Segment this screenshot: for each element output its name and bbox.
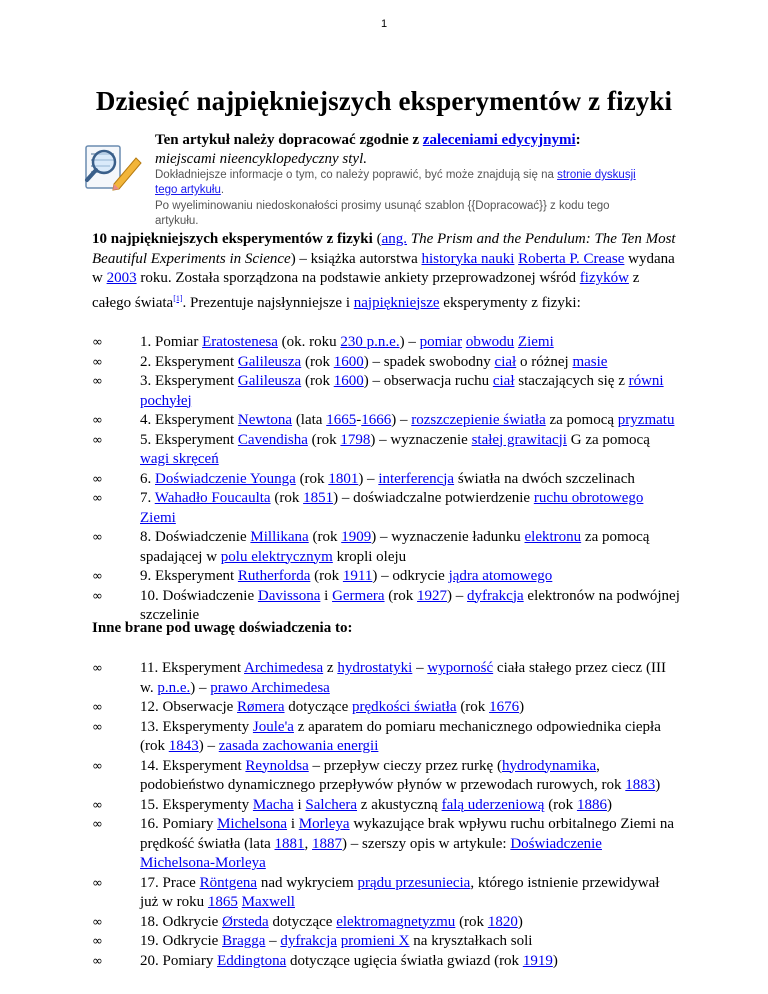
item-text: 20. Pomiary <box>140 952 218 969</box>
notice-heading-colon: : <box>575 132 581 148</box>
article-link[interactable]: Archimedesa <box>244 660 324 676</box>
intro-text: wydana w <box>92 250 675 286</box>
item-text: 8. Doświadczenie <box>140 529 251 545</box>
article-link[interactable]: Cavendisha <box>237 431 308 448</box>
article-link[interactable]: 1887 <box>312 835 343 852</box>
item-text: ) – wyznaczenie ładunku <box>371 529 525 545</box>
article-link[interactable]: falą uderzeniową <box>441 796 545 813</box>
item-text: (rok <box>307 431 341 448</box>
article-link[interactable]: Newtona <box>237 412 293 428</box>
link-ang[interactable]: ang. <box>381 231 407 247</box>
item-text: (rok <box>310 568 343 584</box>
list-item <box>0 470 680 490</box>
item-text: ) <box>552 952 558 969</box>
article-link[interactable]: 1919 <box>522 952 553 969</box>
article-link[interactable]: Bragga <box>222 933 266 949</box>
list-item <box>0 796 680 816</box>
item-text: dotyczące <box>284 699 352 715</box>
article-link[interactable]: Macha <box>252 796 294 813</box>
bullet-icon: ∞ <box>92 719 103 735</box>
item-text: – <box>265 933 281 949</box>
item-text: (rok <box>456 699 490 715</box>
item-text: G za pomocą <box>566 431 650 448</box>
item-text: , podobieństwo dynamicznego przepływów płynów w przewodach rurowych, rok <box>140 757 626 793</box>
article-link[interactable]: Doświadczenie Younga <box>155 470 296 487</box>
article-link[interactable]: 1883 <box>625 777 656 793</box>
edit-document-icon <box>80 140 144 192</box>
article-link[interactable]: Wahadło Foucaulta <box>154 490 271 506</box>
article-link[interactable]: ciał <box>494 353 517 370</box>
article-link[interactable]: pryzmatu <box>617 412 675 428</box>
item-text: wykazujące brak wpływu ruchu orbitalnego Ziemi na prędkość światła (lata <box>140 816 675 852</box>
item-text: (rok <box>544 796 577 813</box>
article-link[interactable]: dyfrakcja <box>280 933 338 949</box>
intro-original-title: The Prism and the Pendulum: The Ten Most Beautiful Experiments in Science <box>92 231 676 267</box>
article-link[interactable]: 1886 <box>576 796 607 813</box>
item-text: 15. Eksperymenty <box>140 796 253 813</box>
bullet-icon: ∞ <box>92 953 103 969</box>
article-link[interactable]: wagi skręceń <box>140 451 219 467</box>
bullet-icon: ∞ <box>92 432 103 448</box>
list-item <box>0 913 680 933</box>
item-text: ) <box>517 913 523 930</box>
article-link[interactable]: wyporność <box>427 660 494 676</box>
article-link[interactable]: Eratostenesa <box>202 334 278 350</box>
article-link[interactable]: 1820 <box>487 913 518 930</box>
article-link[interactable]: polu elektrycznym <box>220 548 333 565</box>
item-text: – <box>412 660 428 676</box>
article-link[interactable]: Ørsteda <box>222 913 269 930</box>
bullet-icon: ∞ <box>92 875 103 891</box>
item-text: 3. Eksperyment <box>140 373 238 389</box>
item-text: kropli oleju <box>332 548 407 565</box>
item-text: (ok. roku <box>277 334 341 350</box>
article-link[interactable]: zasada zachowania energii <box>218 738 379 754</box>
article-link[interactable]: 1851 <box>303 490 334 506</box>
list-item <box>0 952 680 972</box>
article-link[interactable]: 1666 <box>361 412 392 428</box>
article-link[interactable]: 1927 <box>417 587 448 604</box>
section-heading: Inne brane pod uwagę doświadczenia to: <box>92 620 353 636</box>
item-text: ) <box>655 777 661 793</box>
item-text: i <box>293 796 306 813</box>
item-text: 2. Eksperyment <box>140 353 238 370</box>
item-text: 16. Pomiary <box>140 816 218 832</box>
item-text: (rok <box>295 470 329 487</box>
item-text: 9. Eksperyment <box>140 568 238 584</box>
notice-reason: miejscami nieencyklopedyczny styl. <box>155 151 367 167</box>
item-text: ) – szerszy opis w artykule: <box>342 835 511 852</box>
intro-text: ) – książka autorstwa <box>290 250 422 267</box>
list-item <box>0 431 680 470</box>
item-text: ) – spadek swobodny <box>363 353 495 370</box>
article-link[interactable]: ruchu obrotowego Ziemi <box>140 490 644 526</box>
item-text: dotyczące <box>268 913 337 930</box>
item-text: , <box>304 835 313 852</box>
item-text: za pomocą spadającej w <box>140 529 650 565</box>
item-text: z <box>323 660 338 676</box>
article-link[interactable]: interferencja <box>378 470 455 487</box>
intro-text: eksperymenty z fizyki: <box>439 294 581 311</box>
item-text: (rok <box>308 529 342 545</box>
intro-bold-term: 10 najpiękniejszych eksperymentów z fizyki <box>92 231 373 247</box>
bullet-icon: ∞ <box>92 817 103 832</box>
article-link[interactable]: Ziemi <box>517 334 554 350</box>
article-link[interactable]: 1600 <box>333 373 364 389</box>
intro-text: ( <box>372 231 382 247</box>
notice-details <box>155 168 640 198</box>
article-link[interactable]: Davissona <box>257 587 321 604</box>
bullet-icon: ∞ <box>92 914 103 930</box>
bullet-icon: ∞ <box>92 588 103 604</box>
notice-heading <box>155 131 640 150</box>
bullet-icon: ∞ <box>92 934 103 949</box>
notice-details-dot: . <box>220 184 225 196</box>
list-item <box>0 333 680 353</box>
list-item <box>0 698 680 718</box>
article-link[interactable]: stałej grawitacji <box>471 431 567 448</box>
item-text: ) – <box>190 679 211 696</box>
bullet-icon: ∞ <box>92 471 103 487</box>
article-link[interactable]: 1911 <box>342 568 373 584</box>
article-link[interactable]: rozszczepienie światła <box>411 412 546 428</box>
item-text: ) <box>606 796 612 813</box>
list-item <box>0 567 680 587</box>
item-text: 19. Odkrycie <box>140 933 223 949</box>
item-text: 14. Eksperyment <box>140 757 246 774</box>
article-link[interactable]: Galileusza <box>237 373 302 389</box>
item-text: ) – <box>198 738 219 754</box>
article-link[interactable]: 1843 <box>168 738 199 754</box>
article-link[interactable]: ciał <box>492 373 515 389</box>
item-text: 6. <box>140 470 155 487</box>
footnote-link[interactable]: [1] <box>173 293 183 303</box>
article-link[interactable]: masie <box>572 353 608 370</box>
editing-guidelines-link[interactable]: zaleceniami edycyjnymi <box>422 132 576 148</box>
item-text: 4. Eksperyment <box>140 412 238 428</box>
item-text: ) – doświadczalne potwierdzenie <box>333 490 534 506</box>
article-link[interactable]: 1881 <box>274 835 305 852</box>
item-text: ) – <box>358 470 379 487</box>
item-text: 1. Pomiar <box>140 334 203 350</box>
item-text: i <box>320 587 333 604</box>
item-text: ) <box>519 699 525 715</box>
item-text: z akustyczną <box>357 796 442 813</box>
article-link[interactable]: Millikana <box>250 529 309 545</box>
item-text: ) – <box>399 334 420 350</box>
article-link[interactable]: Reynoldsa <box>245 757 309 774</box>
bullet-icon: ∞ <box>92 758 103 774</box>
item-text: o różnej <box>516 353 573 370</box>
bullet-icon: ∞ <box>92 354 103 370</box>
article-link[interactable]: prawo Archimedesa <box>210 679 330 696</box>
item-text: z aparatem do pomiaru mechanicznego odpowiednika ciepła (rok <box>140 718 661 754</box>
item-text: 17. Prace <box>140 874 200 891</box>
article-link[interactable]: Doświadczenie Michelsona-Morleya <box>140 835 602 871</box>
item-text: światła na dwóch szczelinach <box>454 470 635 487</box>
bullet-icon: ∞ <box>92 661 103 676</box>
link-fizykow[interactable]: fizyków <box>579 270 629 286</box>
item-text: (rok <box>455 913 488 930</box>
article-link[interactable]: hydrodynamika <box>501 757 597 774</box>
page-number: 1 <box>380 18 388 30</box>
article-link[interactable]: prądu przesuniecia <box>357 874 471 891</box>
item-text: , którego istnienie przewidywał już w roku <box>140 874 660 910</box>
list-item <box>0 815 680 874</box>
article-link[interactable]: elektronu <box>524 529 582 545</box>
item-text: ) – obserwacja ruchu <box>363 373 493 389</box>
item-text: i <box>287 816 299 832</box>
notice-details-text: Dokładniejsze informacje o tym, co należy poprawić, być może znajdują się na <box>155 169 558 181</box>
bullet-icon: ∞ <box>92 335 103 350</box>
bullet-icon: ∞ <box>92 797 103 813</box>
article-link[interactable]: 1665 <box>326 412 357 428</box>
item-text: 18. Odkrycie <box>140 913 223 930</box>
item-text: staczających się z <box>514 373 629 389</box>
item-text: 11. Eksperyment <box>140 660 245 676</box>
item-text: 12. Obserwacje <box>140 699 238 715</box>
item-text: (lata <box>292 412 327 428</box>
item-text: nad wykryciem <box>257 874 358 891</box>
item-text: ) – wyznaczenie <box>370 431 472 448</box>
list-item <box>0 659 680 698</box>
item-text: – przepływ cieczy przez rurkę ( <box>308 757 502 774</box>
article-link[interactable]: prędkości światła <box>352 699 457 715</box>
article-link[interactable]: Rutherforda <box>237 568 311 584</box>
link-author[interactable]: Roberta P. Crease <box>518 250 625 267</box>
article-link[interactable]: Rømera <box>237 699 285 715</box>
item-text: 10. Doświadczenie <box>140 587 258 604</box>
item-text: (rok <box>301 353 334 370</box>
article-link[interactable]: hydrostatyki <box>337 660 413 676</box>
article-link[interactable]: 1798 <box>340 431 371 448</box>
article-link[interactable]: równi pochyłej <box>140 373 664 409</box>
article-link[interactable]: Germera <box>332 587 385 604</box>
intro-paragraph <box>92 230 682 313</box>
article-link[interactable]: 230 p.n.e. <box>340 334 400 350</box>
article-link[interactable]: 1909 <box>341 529 372 545</box>
intro-text: roku. Została sporządzona na podstawie ankiety przeprowadzonej wśród <box>136 270 580 286</box>
list-item <box>0 718 680 757</box>
link-year-2003[interactable]: 2003 <box>106 270 137 286</box>
article-link[interactable]: 1865 <box>207 894 238 910</box>
item-text: ) – <box>447 587 468 604</box>
item-text: ciała stałego przez ciecz (III w. <box>140 660 666 696</box>
item-text: 13. Eksperymenty <box>140 718 253 735</box>
notice-removal-hint: Po wyeliminowaniu niedoskonałości prosimy usunąć szablon {{Dopracować}} z kodu tego artykułu. <box>155 200 610 227</box>
list-item <box>0 353 680 373</box>
item-text: (rok <box>301 373 334 389</box>
item-text: ) – <box>391 412 412 428</box>
item-text: (rok <box>270 490 304 506</box>
list-item <box>0 528 680 567</box>
article-link[interactable]: pomiar <box>419 334 463 350</box>
list-item <box>0 874 680 913</box>
item-text: na kryształkach soli <box>409 933 533 949</box>
bullet-icon: ∞ <box>92 413 103 428</box>
article-link[interactable]: Morleya <box>298 816 350 832</box>
article-link[interactable]: Joule'a <box>252 718 294 735</box>
other-experiments-list <box>0 659 768 971</box>
article-link[interactable]: Galileusza <box>237 353 302 370</box>
intro-text: z całego świata <box>92 270 640 311</box>
link-historyk-nauki[interactable]: historyka nauki <box>421 250 515 267</box>
item-text: 5. Eksperyment <box>140 431 238 448</box>
bullet-icon: ∞ <box>92 491 103 506</box>
notice-heading-text: Ten artykuł należy dopracować zgodnie z <box>155 132 423 148</box>
article-link[interactable]: 1676 <box>489 699 520 715</box>
item-text: elektronów na podwójnej szczelinie <box>140 587 680 623</box>
item-text: - <box>356 412 362 428</box>
item-text: za pomocą <box>545 412 618 428</box>
bullet-icon: ∞ <box>92 700 103 715</box>
bullet-icon: ∞ <box>92 374 103 389</box>
item-text: ) – odkrycie <box>372 568 449 584</box>
item-text: 7. <box>140 490 155 506</box>
article-link[interactable]: obwodu <box>465 334 515 350</box>
item-text: (rok <box>384 587 418 604</box>
item-text: dotyczące ugięcia światła gwiazd (rok <box>286 952 523 969</box>
bullet-icon: ∞ <box>92 530 103 545</box>
article-link[interactable]: Eddingtona <box>217 952 287 969</box>
article-link[interactable]: Röntgena <box>199 874 258 891</box>
article-link[interactable]: p.n.e. <box>157 679 191 696</box>
list-item <box>0 372 680 411</box>
list-item <box>0 932 680 952</box>
list-item <box>0 757 680 796</box>
cleanup-notice <box>80 131 640 229</box>
list-item <box>0 489 680 528</box>
page-title: Dziesięć najpiękniejszych eksperymentów z fizyki <box>95 86 673 116</box>
intro-text: . Prezentuje najsłynniejsze i <box>182 294 354 311</box>
link-najpiekniejsze[interactable]: najpiękniejsze <box>353 294 440 311</box>
top-ten-list <box>0 333 768 626</box>
article-link[interactable]: Salchera <box>305 796 358 813</box>
article-link[interactable]: jądra atomowego <box>448 568 553 584</box>
article-link[interactable]: dyfrakcja <box>467 587 524 604</box>
article-link[interactable]: Michelsona <box>217 816 288 832</box>
article-link[interactable]: 1600 <box>333 353 364 370</box>
article-link[interactable]: Maxwell <box>241 894 295 910</box>
article-link[interactable]: 1801 <box>328 470 359 487</box>
discussion-page-link[interactable]: stronie dyskusji tego artykułu <box>155 169 636 196</box>
article-link[interactable]: elektromagnetyzmu <box>336 913 456 930</box>
article-link[interactable]: promieni X <box>340 933 410 949</box>
list-item <box>0 411 680 431</box>
bullet-icon: ∞ <box>92 569 103 584</box>
